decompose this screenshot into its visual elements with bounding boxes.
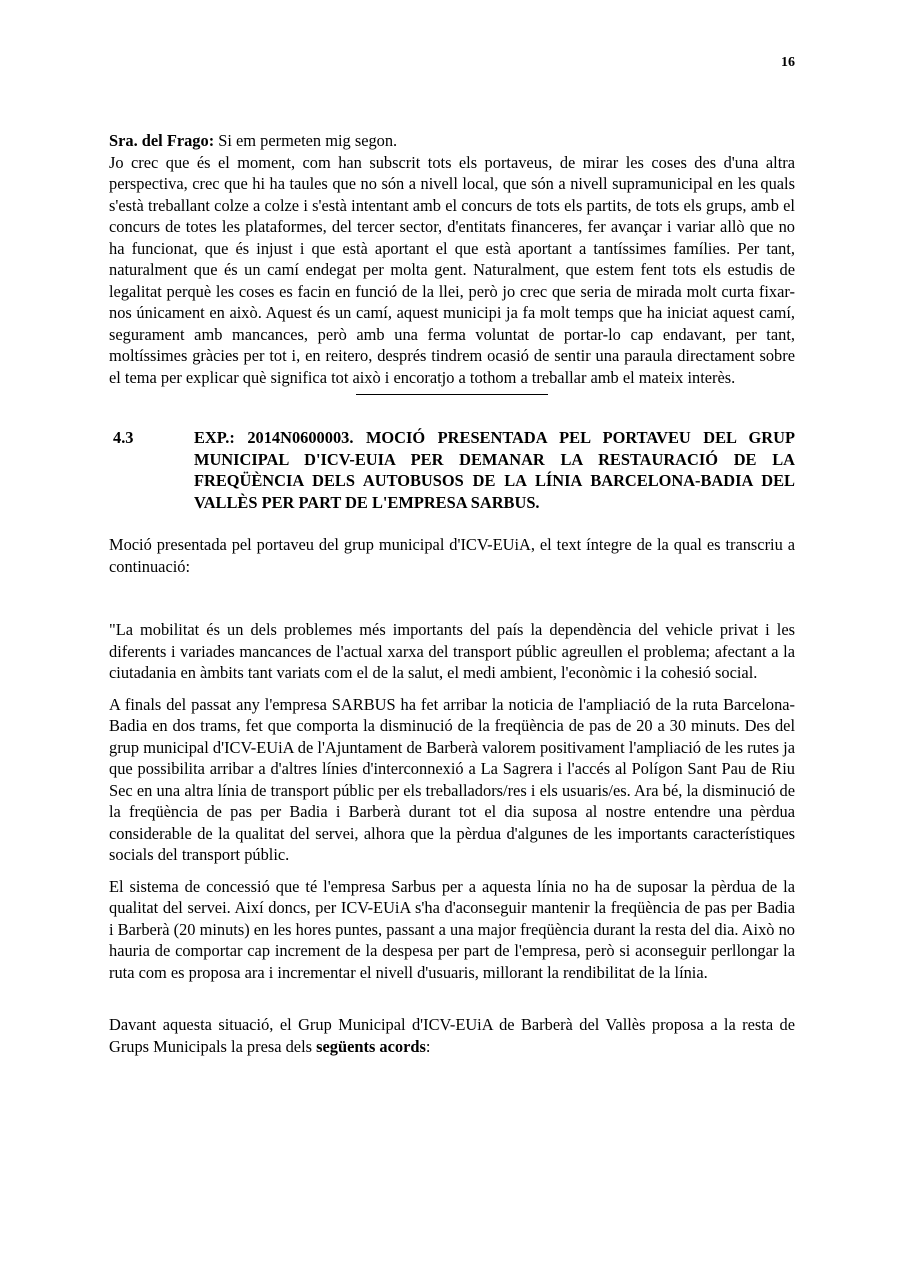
closing-text: Davant aquesta situació, el Grup Municipal d'ICV-EUiA de Barberà del Vallès proposa a la resta de Grups Municipals la presa dels — [109, 1015, 795, 1056]
section-title: EXP.: 2014N0600003. MOCIÓ PRESENTADA PEL PORTAVEU DEL GRUP MUNICIPAL D'ICV-EUIA PER DEMANAR LA RESTAURACIÓ DE LA FREQÜÈNCIA DELS AUTOBUSOS DE LA LÍNIA BARCELONA-BADIA DEL VALLÈS PER PART DE L'EMPRESA SARBUS. — [194, 428, 795, 512]
section-heading — [109, 427, 795, 513]
speaker-line — [109, 130, 795, 152]
motion-intro: Moció presentada pel portaveu del grup municipal d'ICV-EUiA, el text íntegre de la qual es transcriu a continuació: — [109, 535, 795, 576]
closing-paragraph — [109, 1014, 795, 1057]
section-divider — [356, 394, 548, 395]
page-number: 16 — [781, 55, 795, 70]
speaker-intro: Si em permeten mig segon. — [214, 131, 398, 150]
motion-paragraph-2: A finals del passat any l'empresa SARBUS ha fet arribar la noticia de l'ampliació de la ruta Barcelona-Badia en dos trams, fet que comporta la disminució de la freqüència de pas de 20 a 30 minuts. Des del grup municipal d'ICV-EUiA de l'Ajuntament de Barberà valorem positivament l'ampliació de les rutes ja que possibilita arribar a d'altres línies d'interconnexió a La Sagrera i l'accés al Polígon Sant Pau de Riu Sec en una altra línia de transport públic per els treballadors/res i els usuaris/es. Ara bé, la disminució de la freqüència de pas per Badia i Barberà durant tot el dia suposa al nostre entendre una pèrdua considerable de la qualitat del servei, alhora que la pèrdua d'algunes de les importants característiques socials del transport públic. — [109, 694, 795, 864]
closing-end: : — [425, 1036, 431, 1056]
speaker-name: Sra. del Frago: — [109, 131, 215, 150]
section-number: 4.3 — [113, 428, 134, 447]
motion-paragraph-3: El sistema de concessió que té l'empresa Sarbus per a aquesta línia no ha de suposar la pèrdua de la qualitat del servei. Així doncs, per ICV-EUiA s'ha d'aconseguir mantenir la freqüència de pas per Badia i Barberà (20 minuts) en les hores puntes, passant a una major freqüència durant la resta del dia. Això no hauria de comportar cap increment de la despesa per part de l'empresa, però si aconseguir perllongar la ruta com es proposa ara i incrementar el nivell d'usuaris, millorant la rendibilitat de la línia. — [109, 876, 795, 982]
speech-paragraph: Jo crec que és el moment, com han subscrit tots els portaveus, de mirar les coses des d'una altra perspectiva, crec que hi ha taules que no són a nivell local, que són a nivell supramunicipal en les quals s'està treballant colze a colze i s'està intentant amb el concurs de tots els partits, de tots els grups, amb el concurs de totes les plataformes, del tercer sector, d'entitats financeres, fer avançar i variar allò que no ha funcionat, que és injust i que està aportant el que està aportant a tantíssimes famílies. Per tant, naturalment que és un camí endegat per molta gent. Naturalment, que estem fent tots els estudis de legalitat perquè les coses es facin en funció de la llei, però jo crec que seria de mirada molt curta fixar-nos únicament en això. Aquest és un camí, aquest municipi ja fa molt temps que ha iniciat aquest camí, segurament amb mancances, però amb una ferma voluntat de portar-lo cap endavant, per tant, moltíssimes gràcies per tot i, en reitero, després tindrem ocasió de sentir una paraula directament sobre el tema per explicar què significa tot això i encoratjo a tothom a treballar amb el mateix interès. — [109, 152, 795, 387]
document-body — [109, 130, 795, 1057]
spacer — [109, 598, 795, 619]
closing-bold: següents acords — [316, 1036, 426, 1056]
motion-paragraph-1: "La mobilitat és un dels problemes més importants del país la dependència del vehicle privat i les diferents i variades mancances de l'actual xarxa del transport públic agreullen el problema; afectant a la ciutadania en àmbits tant variats com el de la salut, el medi ambient, l'econòmic i la cohesió social. — [109, 620, 795, 682]
spacer — [109, 993, 795, 1014]
